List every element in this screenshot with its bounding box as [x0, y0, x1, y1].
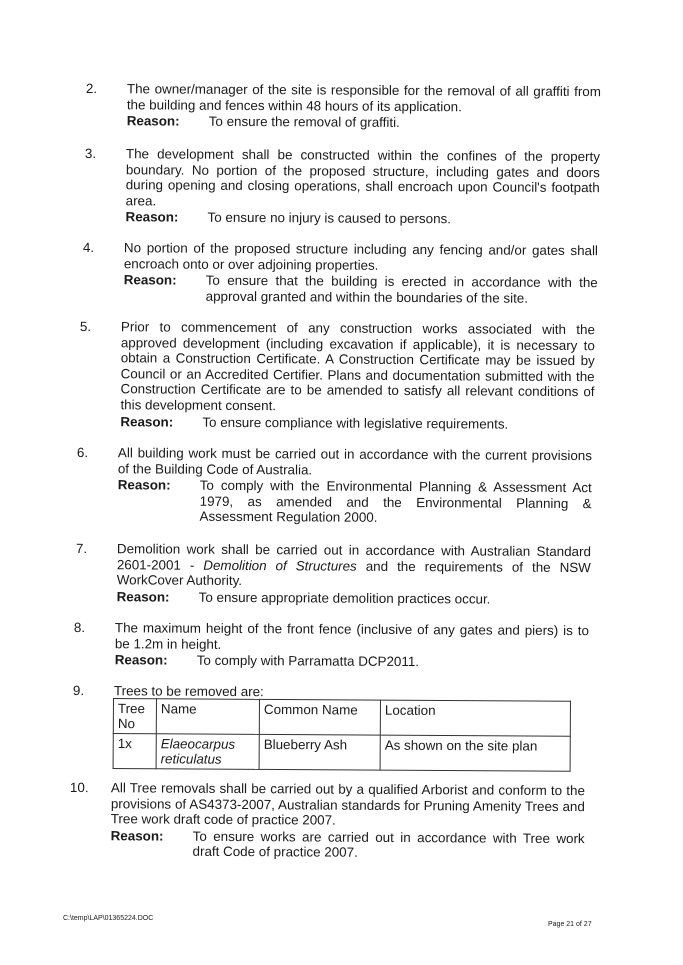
table-header-cell: Name: [156, 699, 259, 735]
reason-row: [126, 210, 600, 228]
condition-number: 6.: [76, 445, 89, 461]
reason-row: [127, 113, 601, 131]
reason-label: Reason:: [126, 113, 180, 129]
condition-number: 5.: [79, 319, 92, 335]
table-row: [113, 734, 570, 772]
condition-text: All building work must be carried out in accordance with the current provisions of the Building Code of Australia.: [117, 445, 592, 478]
standard-title: Demolition of Structures: [203, 557, 357, 574]
reason-row: [120, 414, 594, 432]
footer-page-number: Page 21 of 27: [548, 921, 592, 928]
trees-table: [113, 698, 571, 772]
condition-number: 2.: [85, 81, 98, 97]
reason-row: [117, 589, 591, 607]
reason-row: [118, 477, 592, 527]
reason-text: To ensure compliance with legislative requirements.: [202, 414, 509, 432]
condition-text-part: and the requirements of the NSW WorkCover Authority.: [116, 558, 591, 589]
condition-text: Prior to commencement of any construction works associated with the approved development (including excavation if applicable), it is necessary to obtain a Construction Certificate. A Construction Certificate may be issued by Council or an Accredited Certifier. Plans and documentation submitted with the Construction Certificate are to be amended to satisfy all relevant conditions of this development consent.: [120, 319, 595, 414]
condition-text: No portion of the proposed structure including any fencing and/or gates shall encroach onto or over adjoining properties.: [123, 240, 598, 273]
reason-text: To comply with Parramatta DCP2011.: [196, 652, 420, 670]
condition-number: 7.: [75, 541, 88, 557]
condition-number: 4.: [82, 240, 95, 256]
reason-row: [124, 272, 598, 306]
condition-text: The maximum height of the front fence (inclusive of any gates and piers) is to be 1.2m in height.: [114, 620, 589, 652]
condition-text: All Tree removals shall be carried out by a qualified Arborist and conform to the provisions of AS4373-2007, Australian standards for Pruning Amenity Trees and Tree work draft code of practice 2007.: [110, 780, 585, 828]
reason-label: Reason:: [117, 477, 171, 493]
table-header-cell: Tree No: [113, 699, 156, 734]
table-header-row: [113, 699, 570, 737]
condition-number: 3.: [84, 146, 97, 162]
reason-text: To ensure works are carried out in accordance with Tree work draft Code of practice 2007.: [192, 828, 585, 861]
reason-row: [115, 652, 589, 670]
reason-text: To ensure the removal of graffiti.: [208, 113, 400, 131]
reason-label: Reason:: [123, 272, 177, 288]
reason-label: Reason:: [116, 589, 170, 605]
condition-text: [117, 541, 591, 591]
table-cell: Blueberry Ash: [259, 734, 380, 770]
condition-text: The owner/manager of the site is responsible for the removal of all graffiti from the building and fences within 48 hours of its application.: [126, 81, 601, 114]
reason-text: To ensure appropriate demolition practices occur.: [198, 589, 491, 607]
table-header-cell: Location: [380, 700, 570, 736]
table-header-cell: Common Name: [259, 699, 380, 735]
footer-file-path: C:\temp\LAP\01365224.DOC: [63, 915, 154, 922]
table-cell: 1x: [113, 734, 156, 769]
table-cell: As shown on the site plan: [380, 735, 570, 771]
reason-text: To comply with the Environmental Planning & Assessment Act 1979, as amended and the Environmental Planning & Assessment Regulation 2000.: [199, 477, 592, 526]
reason-label: Reason:: [125, 209, 179, 225]
table-cell: Elaeocarpus reticulatus: [156, 734, 259, 770]
reason-label: Reason:: [120, 413, 174, 430]
condition-number: 9.: [72, 683, 85, 699]
condition-text: Trees to be removed are:: [113, 683, 264, 700]
reason-text: To ensure no injury is caused to persons.: [207, 210, 452, 227]
condition-number: 8.: [73, 620, 86, 636]
condition-text: The development shall be constructed within the confines of the property boundary. No portion of the proposed structure, including gates and doors during opening and closing operations, shall encroach upon Council's footpath area.: [125, 146, 600, 209]
reason-row: [111, 828, 585, 862]
reason-label: Reason:: [114, 652, 168, 668]
condition-number: 10.: [69, 780, 89, 796]
condition-text-part: Demolition work shall be carried out in accordance with Australian Standard 2601-2001 -: [116, 541, 591, 573]
reason-text: To ensure that the building is erected in accordance with the approval granted and within the boundaries of the site.: [205, 272, 598, 306]
reason-label: Reason:: [110, 828, 164, 844]
